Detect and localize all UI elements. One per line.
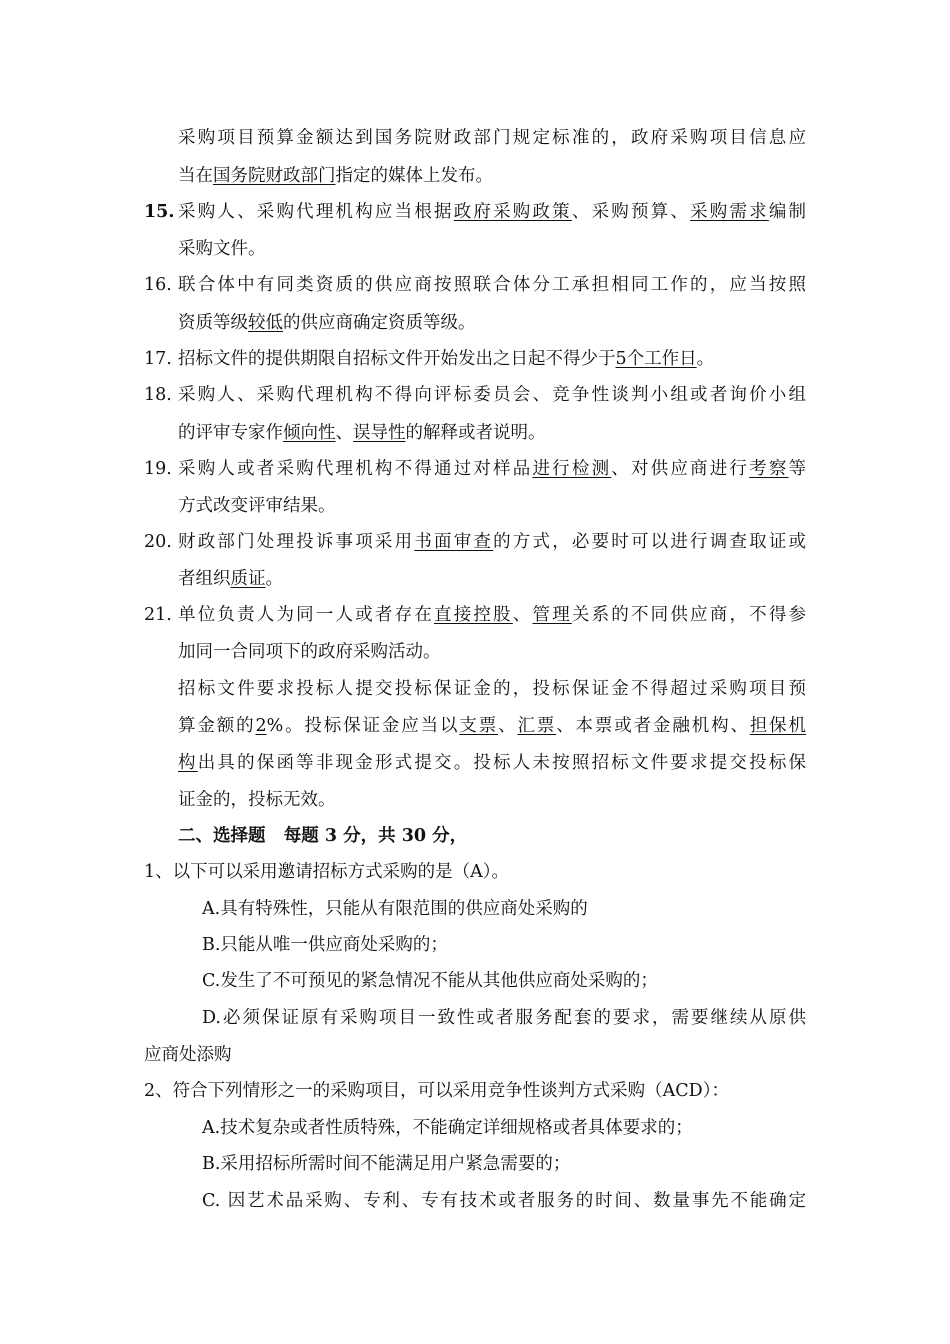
item-19-line-2: 方式改变评审结果。 [178,496,336,516]
item-20-line-1: 财政部门处理投诉事项采用书面审查的方式，必要时可以进行调查取证或 [178,532,807,552]
item-21-line-2: 加同一合同项下的政府采购活动。 [178,642,441,662]
item-15-line-2: 采购文件。 [178,239,266,259]
item-18-line-2: 的评审专家作倾向性、误导性的解释或者说明。 [178,423,546,443]
question-1-option-d-line-1: D.必须保证原有采购项目一致性或者服务配套的要求，需要继续从原供 [202,1008,806,1028]
item-16-line-2: 资质等级较低的供应商确定资质等级。 [178,313,476,333]
bond-line-3: 构出具的保函等非现金形式提交。投标人未按照招标文件要求提交投标保 [178,753,807,773]
item-number-16: 16. [144,275,172,295]
item-number-18: 18. [144,385,172,405]
item-15-line-1: 采购人、采购代理机构应当根据政府采购政策、采购预算、采购需求编制 [178,202,807,222]
item-17-line-1: 招标文件的提供期限自招标文件开始发出之日起不得少于5个工作日。 [178,349,715,369]
bond-line-4: 证金的，投标无效。 [178,790,336,810]
intro-line-2: 当在国务院财政部门指定的媒体上发布。 [178,166,493,186]
question-1-stem: 1、以下可以采用邀请招标方式采购的是（A）。 [144,862,510,882]
item-number-20: 20. [144,532,172,552]
item-number-15: 15. [144,202,175,222]
question-1-option-a: A.具有特殊性，只能从有限范围的供应商处采购的 [202,899,588,919]
item-21-line-1: 单位负责人为同一人或者存在直接控股、管理关系的不同供应商，不得参 [178,605,807,625]
item-16-line-1: 联合体中有同类资质的供应商按照联合体分工承担相同工作的，应当按照 [178,275,806,295]
question-2-option-a: A.技术复杂或者性质特殊，不能确定详细规格或者具体要求的； [202,1118,693,1138]
section-heading: 二、选择题 每题 3 分，共 30 分， [178,826,468,846]
question-1-option-b: B.只能从唯一供应商处采购的； [202,935,448,955]
bond-line-2: 算金额的2%。投标保证金应当以支票、汇票、本票或者金融机构、担保机 [178,716,807,736]
question-1-option-c: C.发生了不可预见的紧急情况不能从其他供应商处采购的； [202,971,658,991]
item-number-19: 19. [144,459,172,479]
question-1-option-d-line-2: 应商处添购 [144,1045,232,1065]
item-19-line-1: 采购人或者采购代理机构不得通过对样品进行检测、对供应商进行考察等 [178,459,807,479]
question-2-stem: 2、符合下列情形之一的采购项目，可以采用竞争性谈判方式采购（ACD）： [144,1081,729,1101]
question-2-option-b: B.采用招标所需时间不能满足用户紧急需要的； [202,1154,571,1174]
item-18-line-1: 采购人、采购代理机构不得向评标委员会、竞争性谈判小组或者询价小组 [178,385,806,405]
intro-line-1: 采购项目预算金额达到国务院财政部门规定标准的，政府采购项目信息应 [178,128,806,148]
item-number-17: 17. [144,349,172,369]
bond-line-1: 招标文件要求投标人提交投标保证金的，投标保证金不得超过采购项目预 [178,679,806,699]
item-20-line-2: 者组织质证。 [178,569,283,589]
item-number-21: 21. [144,605,172,625]
question-2-option-c: C. 因艺术品采购、专利、专有技术或者服务的时间、数量事先不能确定 [202,1191,806,1211]
